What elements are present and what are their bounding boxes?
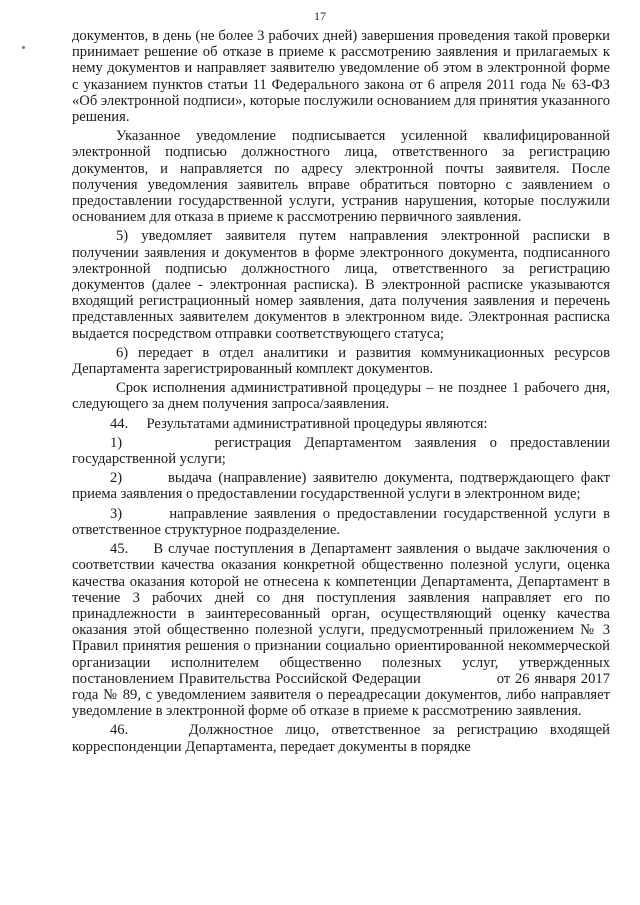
page-number: 17 xyxy=(314,9,326,23)
paragraph-continuation: документов, в день (не более 3 рабочих дней) завершения проведения такой проверки принимает решение об отказе в приеме к рассмотрению заявления и прилагаемых к нему документов и направляет заявителю уведомление об этом в электронной форме с указанием пунктов статьи 11 Федерального закона от 6 апреля 2011 года № 63-ФЗ «Об электронной подписи», которые послужили основанием для принятия указанного решения. xyxy=(72,28,611,126)
paragraph-item-5: 5) уведомляет заявителя путем направления электронной расписки в получении заявления и документов в форме электронного документа, подписанного электронной подписью должностного лица, ответственного за регистрацию документов (далее - электронная расписка). В электронной расписке указываются входящий регистрационный номер заявления, дата получения заявления и перечень представленных заявителем документов в электронном виде. Электронная расписка выдается посредством отправки соответствующего статуса; xyxy=(72,228,610,342)
scan-artifact xyxy=(22,46,25,49)
paragraph-45: 45. В случае поступления в Департамент заявления о выдаче заключения о соответствии качества оказания конкретной общественно полезной услуги, оценка качества оказания которой не отнесена к компетенции Департамента, Департамент в течение 3 рабочих дней со дня поступления заявления направляет его по принадлежности в заинтересованный орган, осуществляющий оценку качества оказания этой общественно полезной услуги, предусмотренный приложением № 3 Правил принятия решения о признании социально ориентированной некоммерческой организации исполнителем общественно полезных услуг, утвержденных постановлением Правительства Российской Федерации от 26 января 2017 года № 89, с уведомлением заявителя о переадресации документов, либо направляет уведомление в электронной форме об отказе в приеме к рассмотрению заявления. xyxy=(72,541,610,720)
paragraph-46: 46. Должностное лицо, ответственное за регистрацию входящей корреспонденции Департамента, передает документы в порядке xyxy=(72,722,610,755)
paragraph-44-item-1: 1) регистрация Департаментом заявления о предоставлении государственной услуги; xyxy=(72,434,610,468)
paragraph-44: 44. Результатами административной процедуры являются: xyxy=(110,415,488,432)
paragraph-notice: Указанное уведомление подписывается усиленной квалифицированной электронной подписью должностного лица, ответственного за регистрацию документов, и направляется по адресу электронной почты заявителя. После получения уведомления заявитель вправе обратиться повторно с заявлением о предоставлении государственной услуги, устранив нарушения, которые послужили основанием для отказа в приеме к рассмотрению первичного заявления. xyxy=(72,128,610,226)
document-body xyxy=(72,28,610,758)
paragraph-item-6: 6) передает в отдел аналитики и развития коммуникационных ресурсов Департамента зарегистрированный комплект документов. xyxy=(72,344,610,378)
paragraph-44-item-2: 2) выдача (направление) заявителю документа, подтверждающего факт приема заявления о предоставлении государственной услуги в электронном виде; xyxy=(72,470,610,503)
paragraph-44-item-3: 3) направление заявления о предоставлении государственной услуги в ответственное структурное подразделение. xyxy=(72,505,610,538)
paragraph-deadline: Срок исполнения административной процедуры – не позднее 1 рабочего дня, следующего за днем получения запроса/заявления. xyxy=(72,380,610,413)
